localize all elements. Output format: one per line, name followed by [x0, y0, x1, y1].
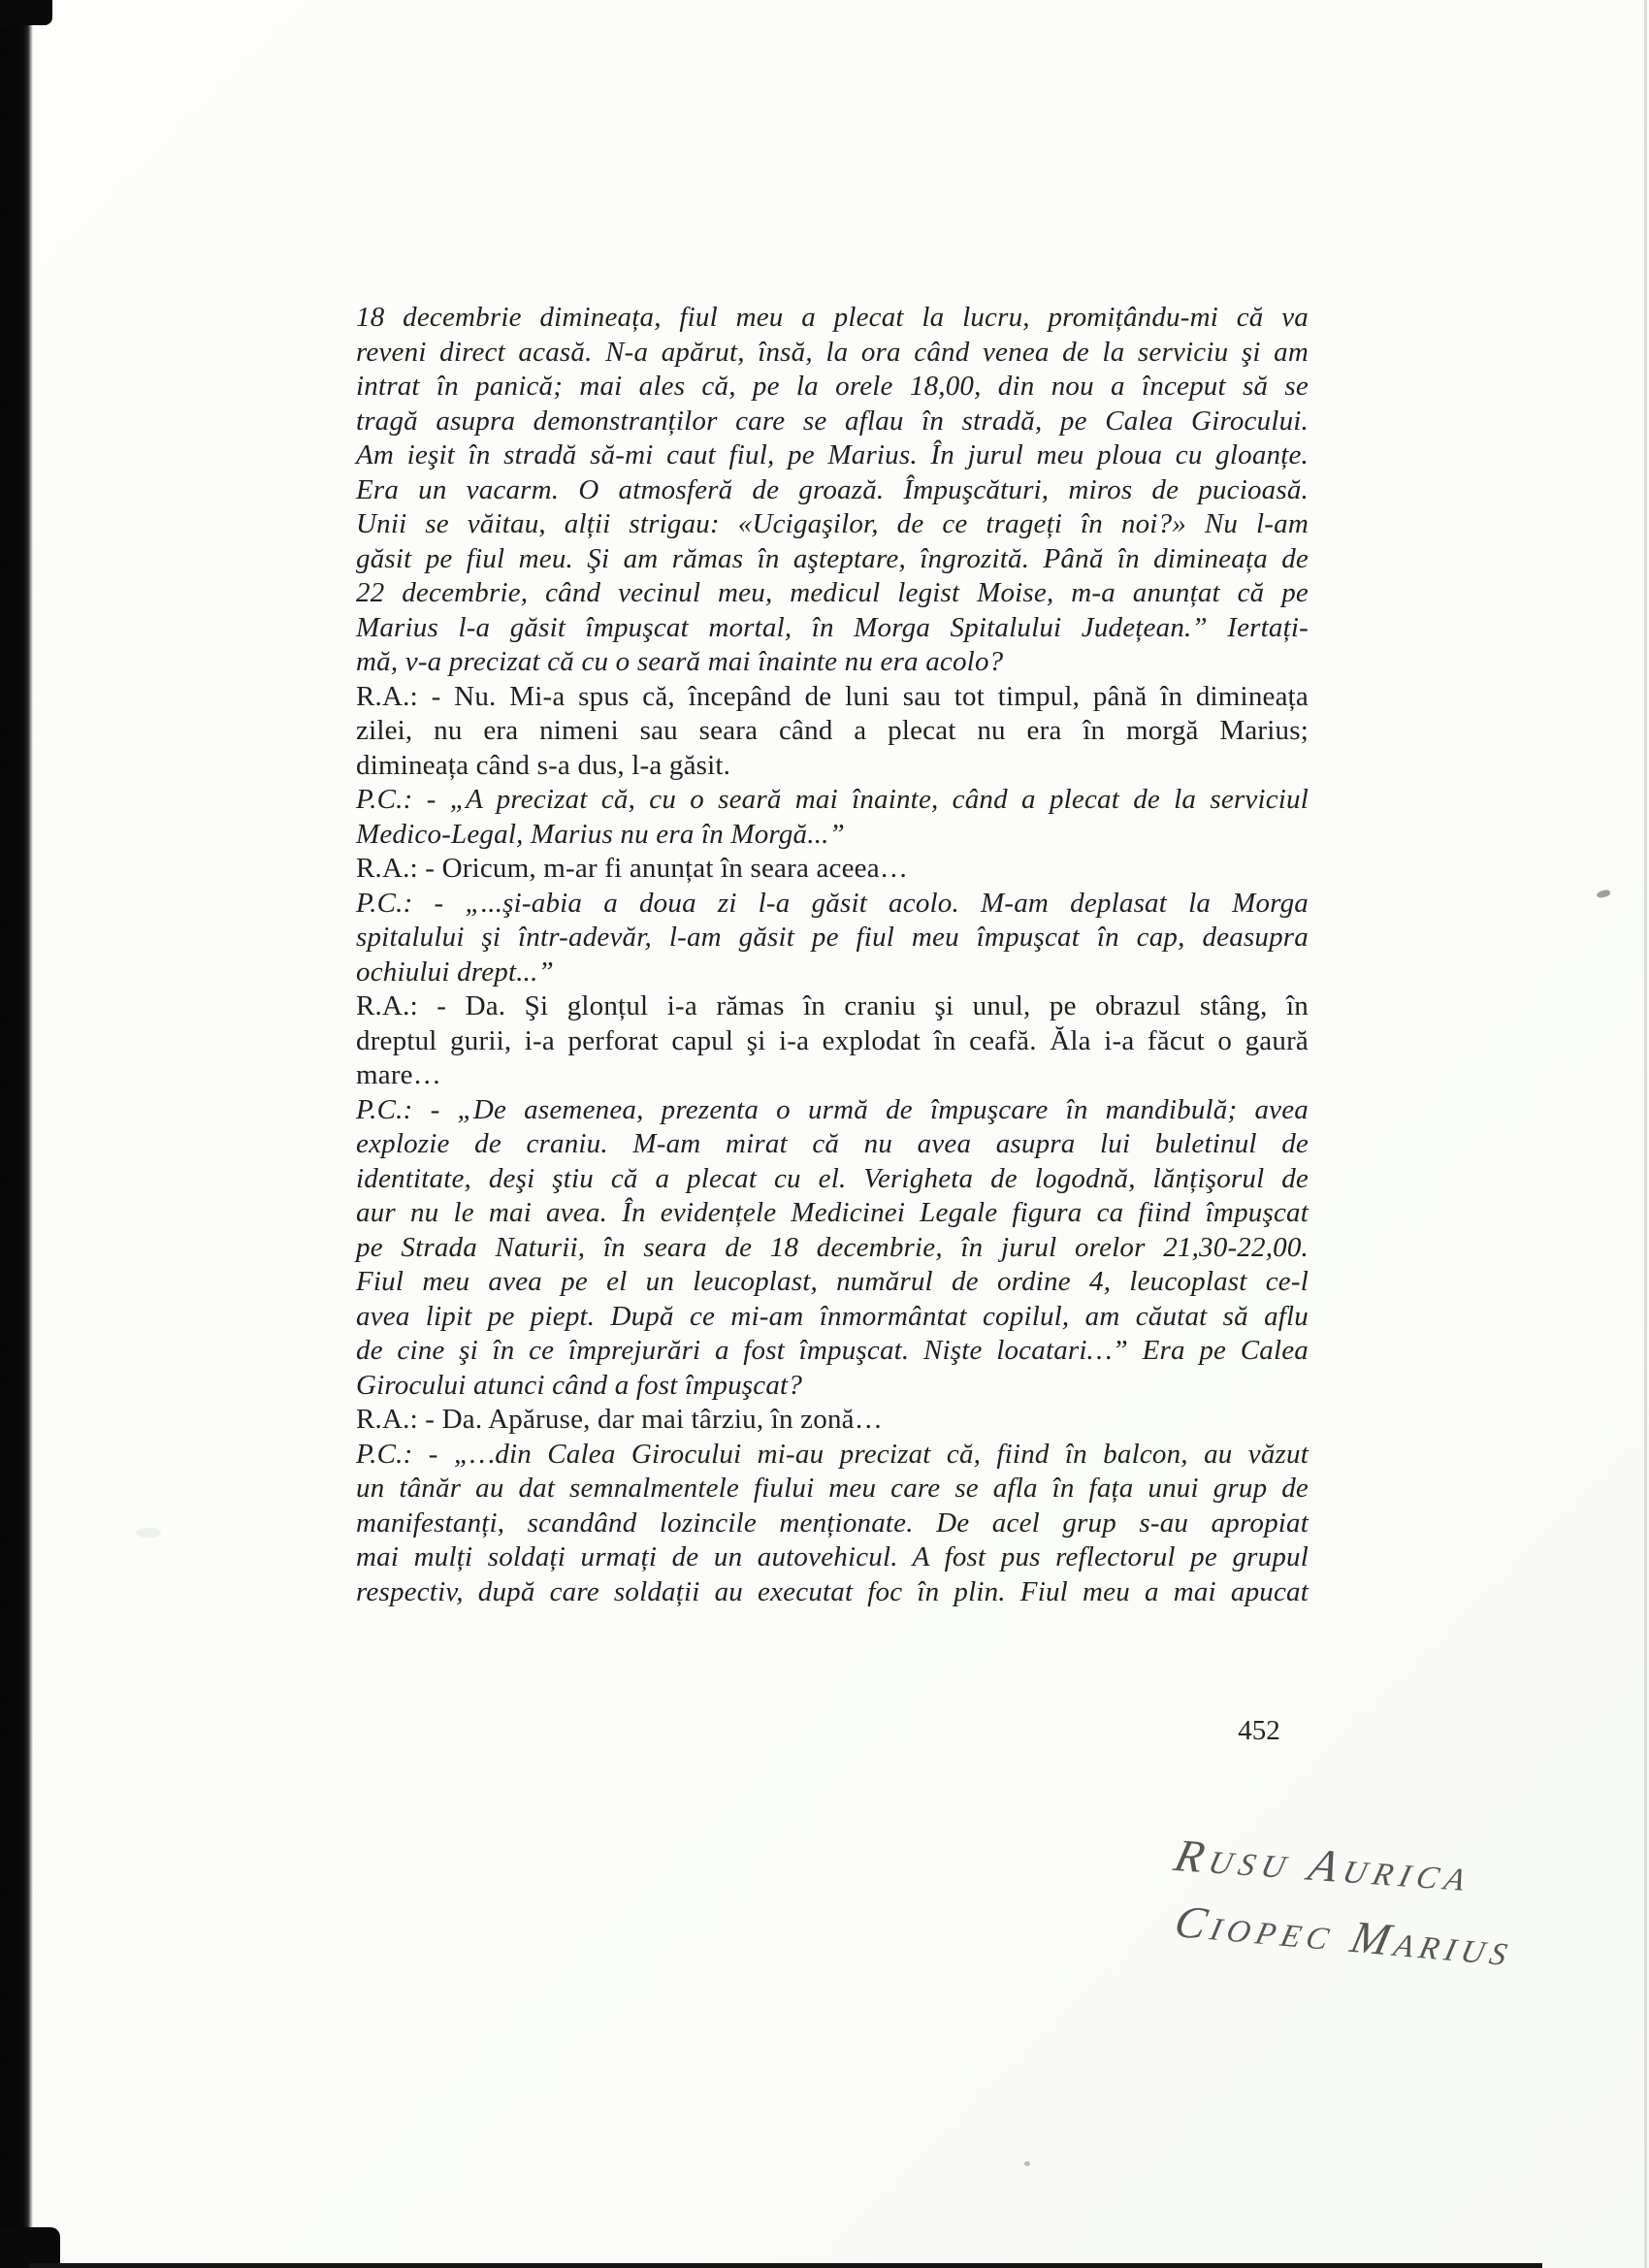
scan-smudge — [136, 1528, 161, 1538]
transcript-line: de cine şi în ce împrejurări a fost împuşcat. Nişte locatari…” Era pe Calea — [356, 1335, 1309, 1366]
transcript-line: intrat în panică; mai ales că, pe la orele 18,00, din nou a început să se — [356, 371, 1309, 402]
transcript-line: avea lipit pe piept. După ce mi-am înmormântat copilul, am căutat să aflu — [356, 1300, 1309, 1332]
transcript-line: P.C.: - „...şi-abia a doua zi l-a găsit acolo. M-am deplasat la Morga — [356, 887, 1309, 919]
transcript-line: manifestanți, scandând lozincile menționate. De acel grup s-au apropiat — [356, 1507, 1309, 1539]
transcript-line: mai mulți soldați urmați de un autovehicul. A fost pus reflectorul pe grupul — [356, 1541, 1309, 1572]
page-number: 452 — [1238, 1715, 1280, 1746]
transcript-line: Fiul meu avea pe el un leucoplast, numărul de ordine 4, leucoplast ce-l — [356, 1266, 1309, 1297]
transcript-line: un tânăr au dat semnalmentele fiului meu care se afla în fața unui grup de — [356, 1473, 1309, 1504]
transcript-line: Era un vacarm. O atmosferă de groază. Împuşcături, miros de pucioasă. — [356, 473, 1309, 505]
transcript-line: P.C.: - „…din Calea Girocului mi-au precizat că, fiind în balcon, au văzut — [356, 1438, 1309, 1470]
transcript-line: ochiului drept...” — [356, 956, 554, 988]
transcript-line: explozie de craniu. M-am mirat că nu avea asupra lui buletinul de — [356, 1128, 1309, 1159]
transcript — [356, 301, 1309, 1609]
transcript-line: Unii se văitau, alții strigau: «Ucigaşilor, de ce trageți în noi?» Nu l-am — [356, 508, 1309, 539]
transcript-line: aur nu le mai avea. În evidențele Medicinei Legale figura ca fiind împuşcat — [356, 1197, 1309, 1228]
transcript-line: P.C.: - „A precizat că, cu o seară mai înainte, când a plecat de la serviciul — [356, 784, 1309, 815]
transcript-line: identitate, deşi ştiu că a plecat cu el. Verigheta de logodnă, lănțişorul de — [356, 1162, 1309, 1194]
transcript-line: R.A.: - Da. Apăruse, dar mai târziu, în zonă… — [356, 1404, 883, 1435]
transcript-line: P.C.: - „De asemenea, prezenta o urmă de împuşcare în mandibulă; avea — [356, 1093, 1309, 1125]
scan-corner-artifact-top — [0, 0, 52, 25]
handwriting-note — [1169, 1830, 1632, 1977]
transcript-line: Am ieşit în stradă să-mi caut fiul, pe Marius. În jurul meu ploua cu gloanțe. — [356, 439, 1309, 470]
transcript-line: R.A.: - Nu. Mi-a spus că, începând de luni sau tot timpul, până în dimineața — [356, 680, 1309, 712]
transcript-line: Girocului atunci când a fost împuşcat? — [356, 1369, 803, 1401]
transcript-line: tragă asupra demonstranților care se aflau în stradă, pe Calea Girocului. — [356, 405, 1309, 437]
scan-bottom-edge-artifact — [29, 2263, 1542, 2268]
scan-speck — [1024, 2161, 1030, 2166]
handwriting-name-1: Rusu Aurica — [1169, 1831, 1479, 1902]
transcript-line: R.A.: - Da. Şi glonțul i-a rămas în craniu şi unul, pe obrazul stâng, în — [356, 990, 1309, 1021]
transcript-line: dimineața când s-a dus, l-a găsit. — [356, 749, 731, 781]
transcript-line: găsit pe fiul meu. Şi am rămas în aşteptare, îngrozită. Până în dimineața de — [356, 542, 1309, 574]
transcript-line: dreptul gurii, i-a perforat capul şi i-a explodat în ceafă. Ăla i-a făcut o gaură — [356, 1024, 1309, 1056]
transcript-line: Medico-Legal, Marius nu era în Morgă...” — [356, 818, 845, 850]
scan-corner-artifact-bottom — [0, 2227, 60, 2268]
transcript-line: respectiv, după care soldații au executat foc în plin. Fiul meu a mai apucat — [356, 1575, 1309, 1607]
transcript-line: 22 decembrie, când vecinul meu, medicul legist Moise, m-a anunțat că pe — [356, 577, 1309, 608]
transcript-line: 18 decembrie dimineața, fiul meu a plecat la lucru, promițându-mi că va — [356, 302, 1309, 333]
transcript-line: zilei, nu era nimeni sau seara când a plecat nu era în morgă Marius; — [356, 715, 1309, 746]
transcript-line: pe Strada Naturii, în seara de 18 decembrie, în jurul orelor 21,30-22,00. — [356, 1231, 1309, 1263]
transcript-line: spitalului şi într-adevăr, l-am găsit pe fiul meu împuşcat în cap, deasupra — [356, 922, 1309, 953]
transcript-line: reveni direct acasă. N-a apărut, însă, la ora când venea de la serviciu şi am — [356, 336, 1309, 368]
scan-speck — [1596, 890, 1610, 899]
transcript-line: mă, v-a precizat că cu o seară mai înainte nu era acolo? — [356, 646, 1004, 677]
transcript-line: R.A.: - Oricum, m-ar fi anunțat în seara aceea… — [356, 853, 909, 884]
transcript-line: mare… — [356, 1059, 441, 1090]
handwriting-name-2: Ciopec Marius — [1170, 1896, 1519, 1977]
scan-right-edge-artifact — [1644, 0, 1647, 2268]
transcript-line: Marius l-a găsit împuşcat mortal, în Morga Spitalului Județean.” Iertați- — [356, 611, 1309, 643]
scan-edge-artifact — [0, 0, 33, 2268]
